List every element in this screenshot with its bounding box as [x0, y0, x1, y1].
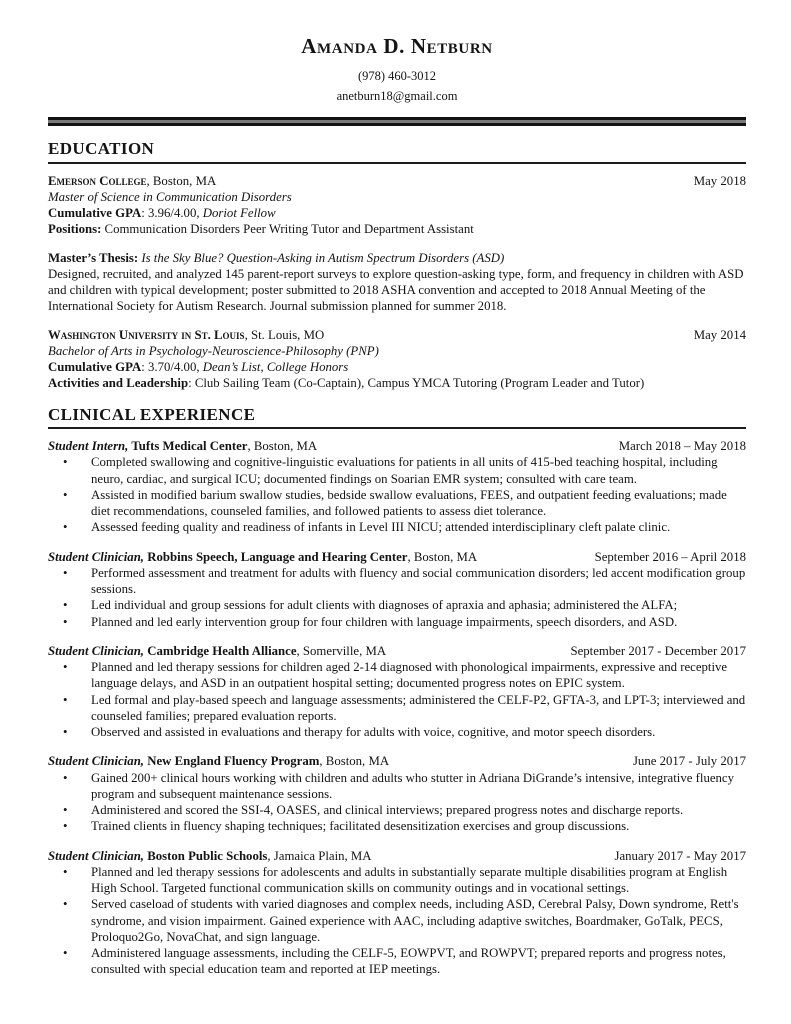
- entry-header: [48, 549, 746, 565]
- gpa-label: Cumulative GPA: [48, 206, 142, 221]
- activities-line: [48, 375, 746, 391]
- org-name: Robbins Speech, Language and Hearing Center: [144, 549, 408, 564]
- bullet-text: Assessed feeding quality and readiness of infants in Level III NICU; attended interdisciplinary cleft palate clinic.: [91, 520, 671, 535]
- bullet-icon: •: [63, 819, 68, 834]
- bullet-item: [48, 565, 746, 598]
- bullet-item: [48, 487, 746, 520]
- email-address: anetburn18@gmail.com: [336, 89, 458, 104]
- gpa-honor: Dean’s List, College Honors: [202, 360, 349, 375]
- bullet-icon: •: [63, 946, 68, 961]
- school-line: [48, 327, 686, 343]
- bullet-item: [48, 454, 746, 487]
- bullet-icon: •: [63, 770, 68, 785]
- school-name: Emerson College: [48, 173, 147, 188]
- entry-header: [48, 753, 746, 769]
- org-location: , Boston, MA: [247, 439, 318, 454]
- bullet-icon: •: [63, 455, 68, 470]
- phone-number: (978) 460-3012: [357, 69, 437, 84]
- bullet-item: [48, 519, 746, 535]
- org-name: Cambridge Health Alliance: [144, 643, 297, 658]
- bullet-text: Performed assessment and treatment for adults with fluency and social communication disorders; led accent modification group sessions.: [91, 565, 746, 597]
- education-section: [48, 139, 746, 392]
- bullet-text: Administered and scored the SSI-4, OASES, and clinical interviews; prepared progress notes and discharge reports.: [91, 803, 684, 818]
- school-location: , St. Louis, MO: [244, 327, 325, 342]
- bullet-icon: •: [63, 614, 68, 629]
- role-title: Student Clinician,: [48, 754, 145, 769]
- org-name: Tufts Medical Center: [128, 439, 248, 454]
- bullet-icon: •: [63, 565, 68, 580]
- bullet-item: [48, 802, 746, 818]
- bullet-item: [48, 692, 746, 725]
- bullet-item: [48, 864, 746, 897]
- bullet-text: Planned and led early intervention group for four children with language impairments, speech disorders, and ASD.: [91, 614, 678, 629]
- gpa-value: : 3.70/4.00,: [141, 360, 203, 375]
- activities-label: Activities and Leadership: [48, 376, 189, 391]
- entry-header: [48, 173, 746, 189]
- bullet-icon: •: [63, 803, 68, 818]
- entry-header: [48, 643, 746, 659]
- entry-date: March 2018 – May 2018: [618, 439, 746, 454]
- org-location: , Boston, MA: [407, 549, 478, 564]
- role-title: Student Clinician,: [48, 549, 145, 564]
- entry-date: January 2017 - May 2017: [614, 848, 746, 863]
- role-title: Student Clinician,: [48, 643, 145, 658]
- activities-value: : Club Sailing Team (Co-Captain), Campus YMCA Tutoring (Program Leader and Tutor): [188, 376, 645, 391]
- bullet-text: Served caseload of students with varied diagnoses and complex needs, including ASD, Cerebral Palsy, Down syndrome, Rett's syndrome, and vision impairment. Gained experience with AAC, including adaptive switches, Boardmaker, GoTalk, PECS, Proloquo2Go, NovaChat, and sign language.: [91, 897, 739, 944]
- entry-date: September 2016 – April 2018: [594, 549, 746, 564]
- clinical-entry-tufts: [48, 438, 746, 536]
- school-name: Washington University in St. Louis: [48, 327, 245, 342]
- school-line: [48, 173, 686, 189]
- clinical-section: [48, 405, 746, 978]
- gpa-line: [48, 205, 746, 221]
- bullet-text: Completed swallowing and cognitive-linguistic evaluations for patients in all units of 415-bed teaching hospital, including neuro, cardiac, and surgical ICU; documented findings on Soarian EMR system; consulted with care team.: [91, 455, 718, 486]
- degree-line: Bachelor of Arts in Psychology-Neuroscience-Philosophy (PNP): [48, 343, 379, 358]
- role-line: [48, 643, 562, 659]
- org-location: , Boston, MA: [319, 754, 390, 769]
- person-name: Amanda D. Netburn: [301, 34, 493, 58]
- bullet-text: Administered language assessments, including the CELF-5, EOWPVT, and ROWPVT; prepared reports and progress notes, consulted with special education team and reported at IEP meetings.: [91, 946, 726, 977]
- education-entry-washu: [48, 327, 746, 392]
- thesis-title: Is the Sky Blue? Question-Asking in Autism Spectrum Disorders (ASD): [141, 250, 505, 265]
- bullet-item: [48, 770, 746, 803]
- resume-header: [48, 34, 746, 104]
- positions-value: Communication Disorders Peer Writing Tutor and Department Assistant: [101, 222, 474, 237]
- bullet-item: [48, 614, 746, 630]
- role-title: Student Intern,: [48, 439, 129, 454]
- bullet-icon: •: [63, 725, 68, 740]
- gpa-label: Cumulative GPA: [48, 360, 142, 375]
- positions-label: Positions:: [48, 222, 102, 237]
- bullet-item: [48, 818, 746, 834]
- bullet-icon: •: [63, 692, 68, 707]
- school-location: , Boston, MA: [146, 173, 217, 188]
- clinical-section-title: CLINICAL EXPERIENCE: [48, 405, 746, 430]
- entry-date: May 2014: [693, 327, 746, 342]
- bullet-text: Led formal and play-based speech and language assessments; administered the CELF-P2, GFTA-3, and LPT-3; interviewed and counseled families; prepared evaluation reports.: [91, 692, 746, 723]
- bullet-text: Assisted in modified barium swallow studies, bedside swallow evaluations, FEES, and outpatient feeding evaluations; made diet recommendations, counseled families, and followed patients to assess diet tolerance.: [91, 487, 727, 519]
- bullet-icon: •: [63, 897, 68, 912]
- org-location: , Somerville, MA: [296, 643, 387, 658]
- role-line: [48, 753, 625, 769]
- header-divider: [48, 117, 746, 126]
- education-entry-emerson: [48, 173, 746, 238]
- bullet-item: [48, 896, 746, 945]
- bullet-item: [48, 945, 746, 978]
- clinical-entry-cambridge: [48, 643, 746, 741]
- bullet-text: Observed and assisted in evaluations and therapy for adults with voice, cognitive, and motor speech disorders.: [91, 725, 656, 740]
- bullet-icon: •: [63, 487, 68, 502]
- thesis-description: Designed, recruited, and analyzed 145 parent-report surveys to explore question-asking type, form, and frequency in children with ASD and children with typical development; poster submitted to 2018 ASHA convention and accepted to 2018 Annual Meeting of the International Society for Autism Research. Journal submission planned for summer 2018.: [48, 266, 744, 314]
- entry-date: May 2018: [693, 173, 746, 188]
- gpa-value: : 3.96/4.00,: [141, 206, 203, 221]
- role-title: Student Clinician,: [48, 848, 145, 863]
- bullet-item: [48, 724, 746, 740]
- education-section-title: EDUCATION: [48, 139, 746, 164]
- role-line: [48, 549, 587, 565]
- bullet-item: [48, 597, 746, 613]
- clinical-entry-robbins: [48, 549, 746, 630]
- entry-date: June 2017 - July 2017: [632, 754, 746, 769]
- bullet-icon: •: [63, 864, 68, 879]
- bullet-icon: •: [63, 660, 68, 675]
- role-line: [48, 438, 611, 454]
- clinical-entry-bps: [48, 848, 746, 978]
- thesis-block: [48, 250, 746, 315]
- bullet-text: Led individual and group sessions for adult clients with diagnoses of apraxia and aphasia; administered the ALFA;: [91, 598, 678, 613]
- gpa-honor: Doriot Fellow: [202, 206, 276, 221]
- bullet-icon: •: [63, 598, 68, 613]
- bullet-text: Gained 200+ clinical hours working with children and adults who stutter in Adriana DiGrande’s intensive, integrative fluency program and subsequent maintenance sessions.: [91, 770, 734, 801]
- bullet-text: Planned and led therapy sessions for children aged 2-14 diagnosed with phonological impairments, expressive and receptive language delays, and ASD in an outpatient hospital setting; documented progress notes on EPIC system.: [91, 660, 728, 691]
- org-location: , Jamaica Plain, MA: [267, 848, 372, 863]
- entry-header: [48, 848, 746, 864]
- bullet-icon: •: [63, 520, 68, 535]
- entry-header: [48, 327, 746, 343]
- clinical-entry-fluency: [48, 753, 746, 834]
- thesis-label: Master’s Thesis:: [48, 250, 142, 265]
- role-line: [48, 848, 607, 864]
- org-name: New England Fluency Program: [144, 754, 320, 769]
- gpa-line: [48, 359, 746, 375]
- bullet-text: Trained clients in fluency shaping techniques; facilitated desensitization exercises and group discussions.: [91, 819, 630, 834]
- entry-header: [48, 438, 746, 454]
- bullet-item: [48, 659, 746, 692]
- entry-date: September 2017 - December 2017: [570, 643, 746, 658]
- bullet-text: Planned and led therapy sessions for adolescents and adults in substantially separate multiple disabilities program at English High School. Targeted functional communication skills on community outings and in vocational settings.: [91, 864, 728, 896]
- positions-line: [48, 221, 746, 237]
- org-name: Boston Public Schools: [144, 848, 268, 863]
- thesis-title-line: [48, 250, 746, 266]
- degree-line: Master of Science in Communication Disorders: [48, 189, 292, 204]
